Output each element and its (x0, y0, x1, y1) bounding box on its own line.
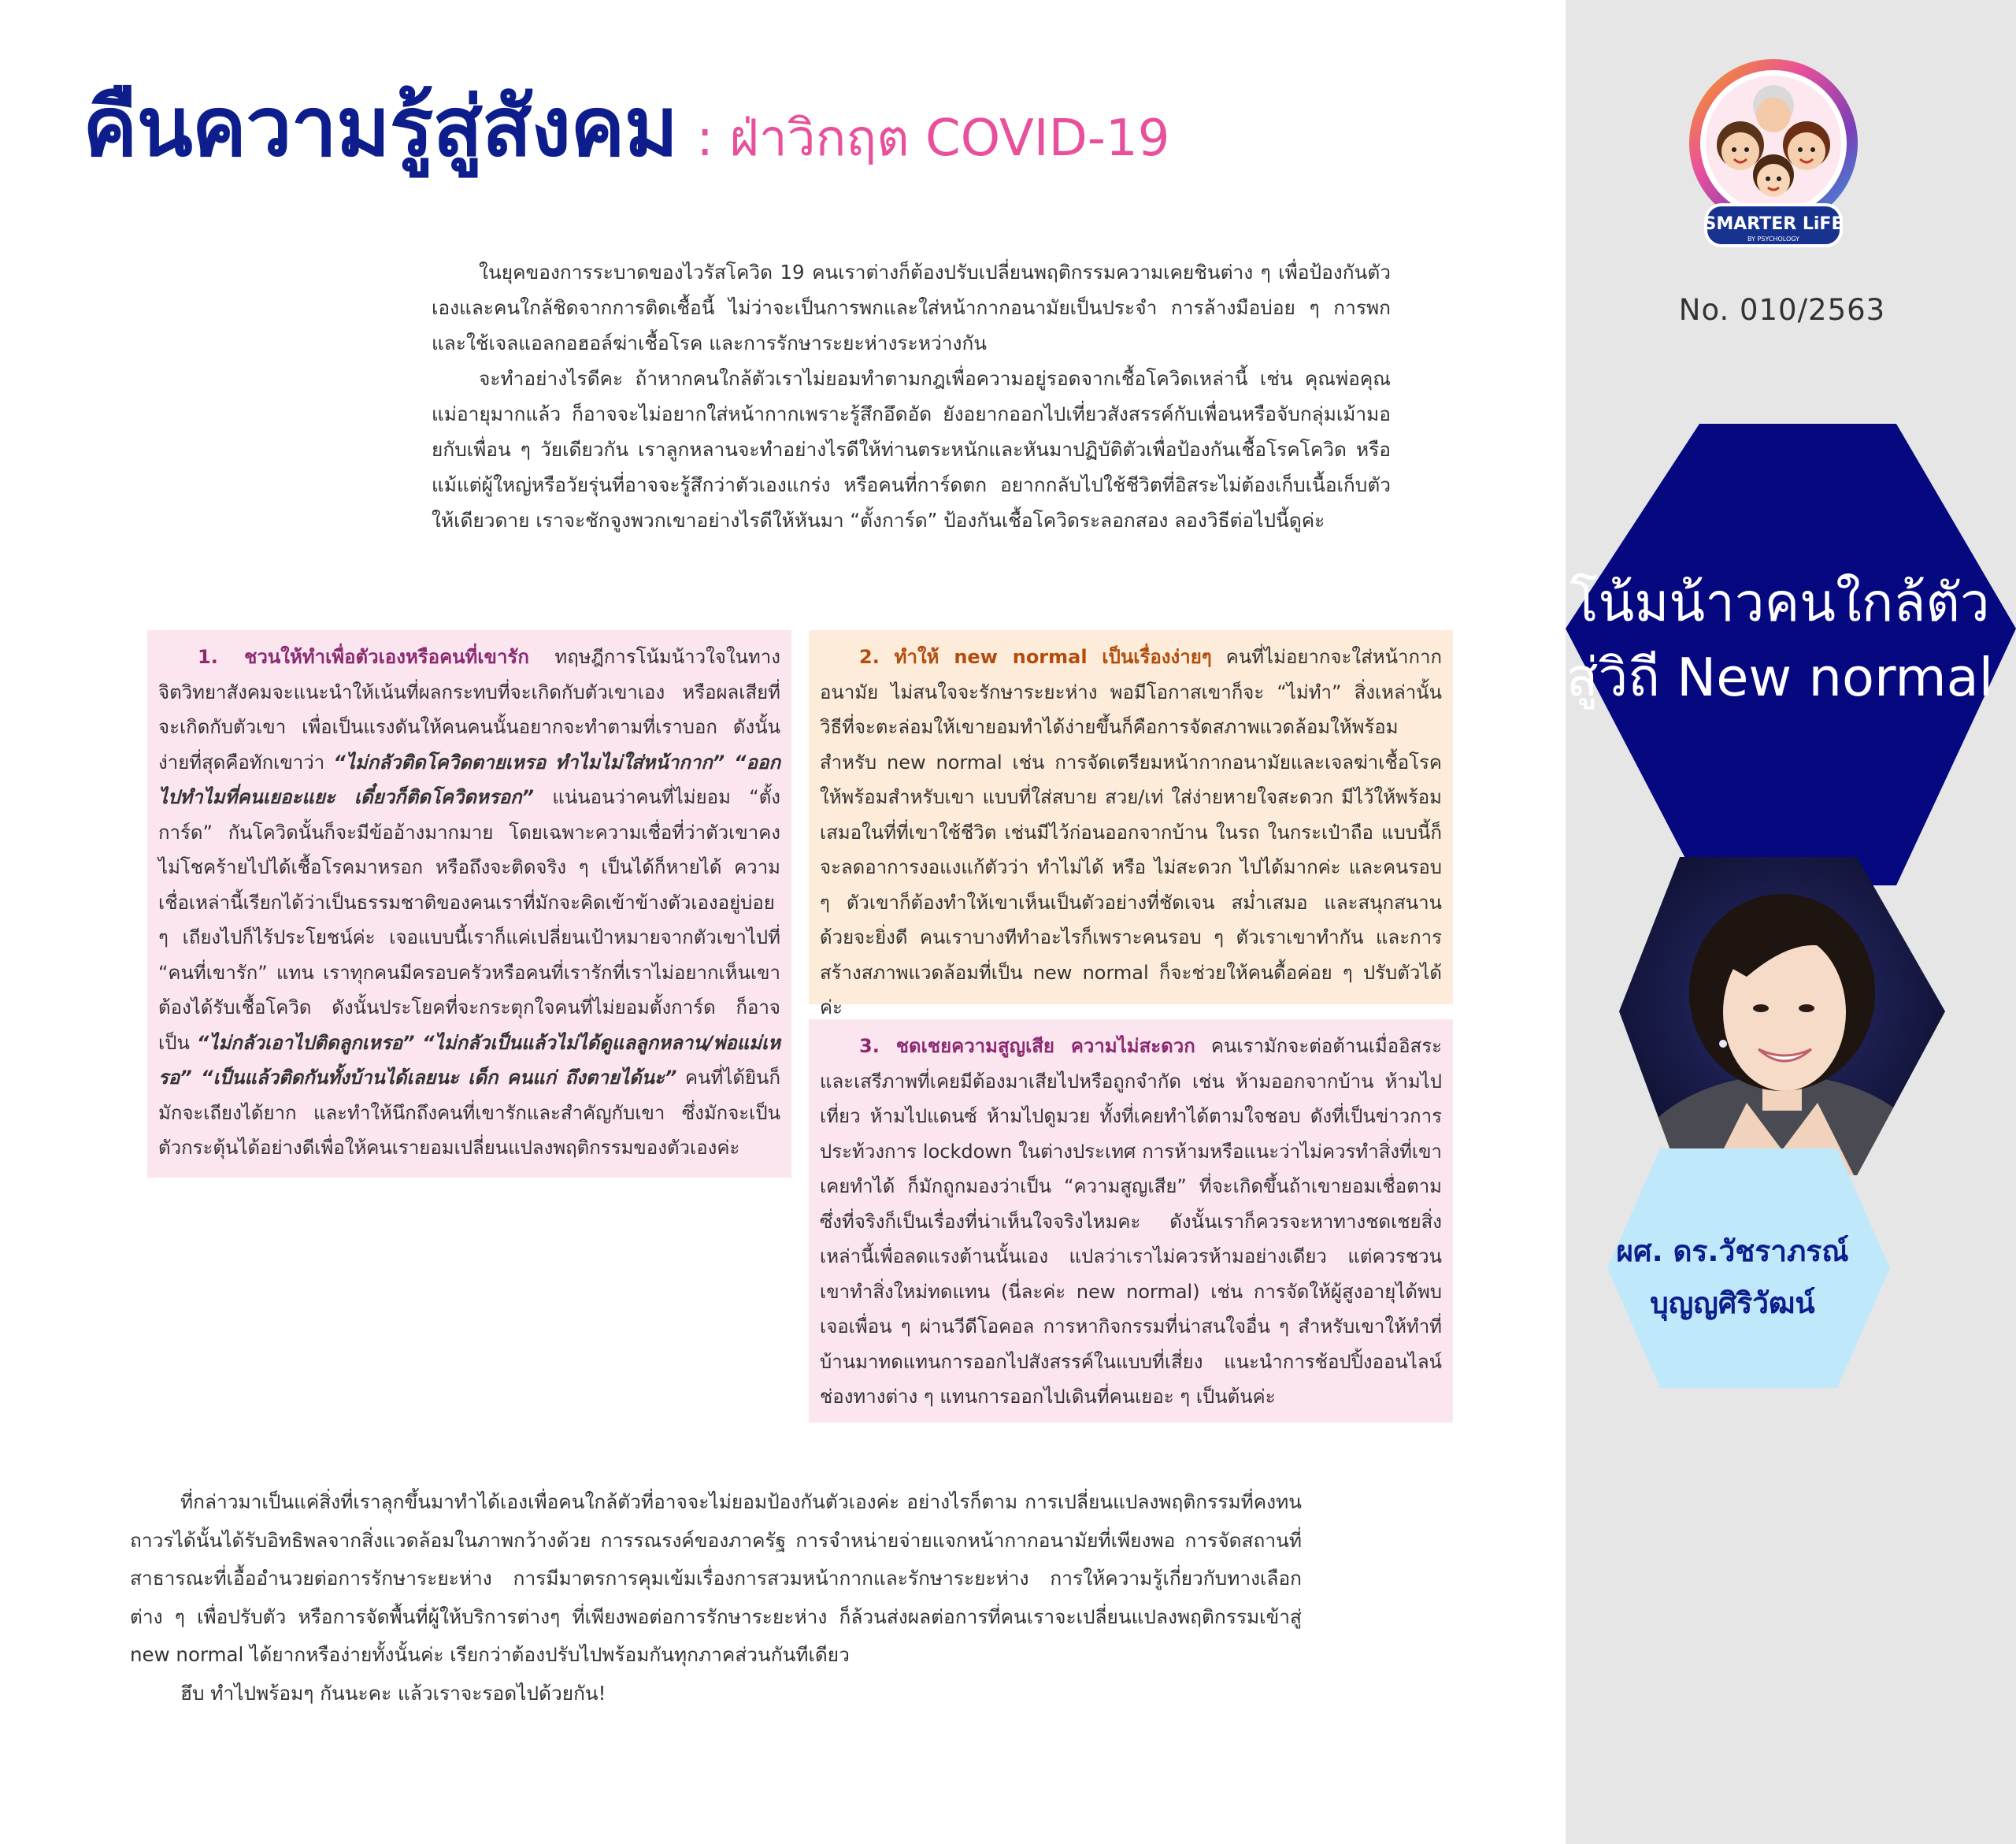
tip-1-quote-b: “ไม่กลัวเอาไปติดลูกเหรอ” “ไม่กลัวเป็นแล้วไม่ได้ดูแลลูกหลาน/พ่อแม่เหรอ” “เป็นแล้วติดกันทั้งบ้านได้เลยนะ เด็ก คนแก่ ถึงตายได้นะ” (158, 1031, 780, 1089)
issue-number: No. 010/2563 (1678, 293, 1886, 327)
tip-2-box (809, 630, 1453, 1018)
tip-3-heading: 3. ชดเชยความสูญเสีย ความไม่สะดวก (859, 1035, 1195, 1057)
author-name-line-2: บุญญศิริวัฒน์ (1650, 1286, 1815, 1320)
smarter-life-logo (1687, 57, 1860, 269)
tip-1-body-c: คนที่ได้ยินก็มักจะเถียงได้ยาก และทำให้นึกถึงคนที่เขารักและสำคัญกับเขา ซึ่งมักจะเป็นตัวกระตุ้นได้อย่างดีเพื่อให้คนเรายอมเปลี่ยนแปลงพฤติกรรมของตัวเองค่ะ (158, 1067, 780, 1159)
intro-paragraph-1: ในยุคของการระบาดของไวรัสโควิด 19 คนเราต่างก็ต้องปรับเปลี่ยนพฤติกรรมความเคยชินต่าง ๆ เพื่อป้องกันตัวเองและคนใกล้ชิดจากการติดเชื้อนี้ ไม่ว่าจะเป็นการพกและใส่หน้ากากอนามัยเป็นประจำ การล้างมือบ่อย ๆ การพกและใช้เจลแอลกอฮอล์ฆ่าเชื้อโรค และการรักษาระยะห่างระหว่างกัน (432, 261, 1391, 354)
page-title (83, 61, 1169, 191)
conclusion-paragraph-2: ฮึบ ทำไปพร้อมๆ กันนะคะ แล้วเราจะรอดไปด้วยกัน! (180, 1681, 606, 1705)
tip-3-box (809, 1019, 1453, 1423)
tip-1-quote-a: “ไม่กลัวติดโควิดตายเหรอ ทำไมไม่ใส่หน้ากาก” “ออกไปทำไมที่คนเยอะแยะ เดี๋ยวก็ติดโควิดหรอก” (158, 751, 780, 808)
logo-tagline: BY PSYCHOLOGY (1747, 236, 1799, 243)
author-name-line-1: ผศ. ดร.วัชราภรณ์ (1616, 1234, 1849, 1268)
tip-1-text (158, 640, 780, 1166)
feature-title-line-2: สู่วิถี New normal (1566, 647, 1994, 708)
tip-2-text (820, 640, 1442, 1026)
intro-section (432, 254, 1391, 538)
conclusion-section (130, 1483, 1302, 1712)
tip-3-body: คนเรามักจะต่อต้านเมื่ออิสระและเสรีภาพที่เคยมีต้องมาเสียไปหรือถูกจำกัด เช่น ห้ามออกจากบ้าน ห้ามไปเที่ยว ห้ามไปแดนซ์ ห้ามไปดูมวย ทั้งที่เคยทำได้ตามใจชอบ ดังที่เป็นข่าวการประท้วงการ lockdown ในต่างประเทศ การห้ามหรือแนะว่าไม่ควรทำสิ่งที่เขาเคยทำได้ ก็มักถูกมองว่าเป็น “ความสูญเสีย” ที่จะเกิดขึ้นถ้าเขายอมเชื่อตาม ซึ่งที่จริงก็เป็นเรื่องที่น่าเห็นใจจริงไหมคะ ดังนั้นเราก็ควรจะหาทางชดเชยสิ่งเหล่านี้เพื่อลดแรงต้านนั้นเอง แปลว่าเราไม่ควรห้ามอย่างเดียว แต่ควรชวนเขาทำสิ่งใหม่ทดแทน (นี่ละค่ะ new normal) เช่น การจัดให้ผู้สูงอายุได้พบเจอเพื่อน ๆ ผ่านวีดีโอคอล การหากิจกรรมที่น่าสนใจอื่น ๆ สำหรับเขาให้ทำที่บ้านมาทดแทนการออกไปสังสรรค์ในแบบที่เสี่ยง แนะนำการช้อปปิ้งออนไลน์ช่องทางต่าง ๆ แทนการออกไปเดินที่คนเยอะ ๆ เป็นต้นค่ะ (820, 1035, 1442, 1408)
tip-1-body-b: แน่นอนว่าคนที่ไม่ยอม “ตั้งการ์ด” กันโควิดนั้นก็จะมีข้ออ้างมากมาย โดยเฉพาะความเชื่อที่ว่าตัวเขาคงไม่โชคร้ายไปได้เชื้อโรคมาหรอก หรือถึงจะติดจริง ๆ เป็นได้ก็หายได้ ความเชื่อเหล่านี้เรียกได้ว่าเป็นธรรมชาติของคนเราที่มักจะคิดเข้าข้างตัวเองอยู่บ่อย ๆ เถียงไปก็ไร้ประโยชน์ค่ะ เจอแบบนี้เราก็แค่เปลี่ยนเป้าหมายจากตัวเขาไปที่ “คนที่เขารัก” แทน เราทุกคนมีครอบครัวหรือคนที่เรารักที่เราไม่อยากเห็นเขาต้องได้รับเชื้อโควิด ดังนั้นประโยคที่จะกระตุกใจคนที่ไม่ยอมตั้งการ์ด ก็อาจเป็น (158, 786, 780, 1054)
tip-1-body-a: ทฤษฎีการโน้มน้าวใจในทางจิตวิทยาสังคมจะแนะนำให้เน้นที่ผลกระทบที่จะเกิดกับตัวเขาเอง หรือผลเสียที่จะเกิดกับตัวเขา เพื่อเป็นแรงดันให้คนคนนั้นอยากจะทำตามที่เราบอก ดังนั้นง่ายที่สุดคือทักเขาว่า (158, 646, 780, 774)
tip-1-heading: 1. ชวนให้ทำเพื่อตัวเองหรือคนที่เขารัก (198, 646, 529, 668)
page-title-main: คืนความรู้สู่สังคม (83, 79, 678, 175)
tip-2-body: คนที่ไม่อยากจะใส่หน้ากากอนามัย ไม่สนใจจะรักษาระยะห่าง พอมีโอกาสเขาก็จะ “ไม่ทำ” สิ่งเหล่านั้น วิธีที่จะตะล่อมให้เขายอมทำได้ง่ายขึ้นก็คือการจัดสภาพแวดล้อมให้พร้อมสำหรับ new normal เช่น การจัดเตรียมหน้ากากอนามัยและเจลฆ่าเชื้อโรคให้พร้อมสำหรับเขา แบบที่ใส่สบาย สวย/เท่ ใส่ง่ายหายใจสะดวก มีไว้ให้พร้อมเสมอในที่ที่เขาใช้ชีวิต เช่นมีไว้ก่อนออกจากบ้าน ในรถ ในกระเป๋าถือ แบบนี้ก็จะลดอาการงอแงแก้ตัวว่า ทำไม่ได้ หรือ ไม่สะดวก ไปได้มากค่ะ และคนรอบ ๆ ตัวเขาก็ต้องทำให้เขาเห็นเป็นตัวอย่างที่ชัดเจน สม่ำเสมอ และสนุกสนานด้วยจะยิ่งดี คนเราบางทีทำอะไรก็เพราะคนรอบ ๆ ตัวเราเขาทำกัน และการสร้างสภาพแวดล้อมที่เป็น new normal ก็จะช่วยให้คนดื้อค่อย ๆ ปรับตัวได้ค่ะ (820, 646, 1442, 1018)
author-name (1583, 1226, 1882, 1330)
feature-title (1544, 566, 2016, 715)
tip-1-box (147, 630, 791, 1178)
conclusion-paragraph-1: ที่กล่าวมาเป็นแค่สิ่งที่เราลุกขึ้นมาทำได้เองเพื่อคนใกล้ตัวที่อาจจะไม่ยอมป้องกันตัวเองค่ะ อย่างไรก็ตาม การเปลี่ยนแปลงพฤติกรรมที่คงทนถาวรได้นั้นได้รับอิทธิพลจากสิ่งแวดล้อมในภาพกว้างด้วย การรณรงค์ของภาครัฐ การจำหน่ายจ่ายแจกหน้ากากอนามัยที่เพียงพอ การจัดสถานที่สาธารณะที่เอื้ออำนวยต่อการรักษาระยะห่าง การมีมาตรการคุมเข้มเรื่องการสวมหน้ากากและรักษาระยะห่าง การให้ความรู้เกี่ยวกับทางเลือกต่าง ๆ เพื่อปรับตัว หรือการจัดพื้นที่ผู้ให้บริการต่างๆ ที่เพียงพอต่อการรักษาระยะห่าง ก็ล้วนส่งผลต่อการที่คนเราจะเปลี่ยนแปลงพฤติกรรมเข้าสู่ new normal ได้ยากหรือง่ายทั้งนั้นค่ะ เรียกว่าต้องปรับไปพร้อมกันทุกภาคส่วนกันทีเดียว (130, 1490, 1302, 1666)
feature-title-line-1: โน้มน้าวคนใกล้ตัว (1569, 572, 1990, 633)
tip-3-text (820, 1029, 1442, 1415)
intro-paragraph-2: จะทำอย่างไรดีคะ ถ้าหากคนใกล้ตัวเราไม่ยอมทำตามกฎเพื่อความอยู่รอดจากเชื้อโควิดเหล่านี้ เช่น คุณพ่อคุณแม่อายุมากแล้ว ก็อาจจะไม่อยากใส่หน้ากากเพราะรู้สึกอึดอัด ยังอยากออกไปเที่ยวสังสรรค์กับเพื่อนหรือจับกลุ่มเม้ามอยกับเพื่อน ๆ วัยเดียวกัน เราลูกหลานจะทำอย่างไรดีให้ท่านตระหนักและหันมาปฏิบัติตัวเพื่อป้องกันเชื้อโรคโควิด หรือแม้แต่ผู้ใหญ่หรือวัยรุ่นที่อาจจะรู้สึกว่าตัวเองแกร่ง หรือคนที่การ์ดตก อยากกลับไปใช้ชีวิตที่อิสระไม่ต้องเก็บเนื้อเก็บตัวให้เดียวดาย เราจะชักจูงพวกเขาอย่างไรดีให้หันมา “ตั้งการ์ด” ป้องกันเชื้อโควิดระลอกสอง ลองวิธีต่อไปนี้ดูค่ะ (432, 367, 1391, 532)
page-title-sub: : ฝ่าวิกฤต COVID-19 (696, 109, 1170, 168)
tip-2-heading: 2. ทำให้ new normal เป็นเรื่องง่ายๆ (859, 646, 1212, 668)
logo-text: SMARTER LiFE (1703, 214, 1844, 234)
